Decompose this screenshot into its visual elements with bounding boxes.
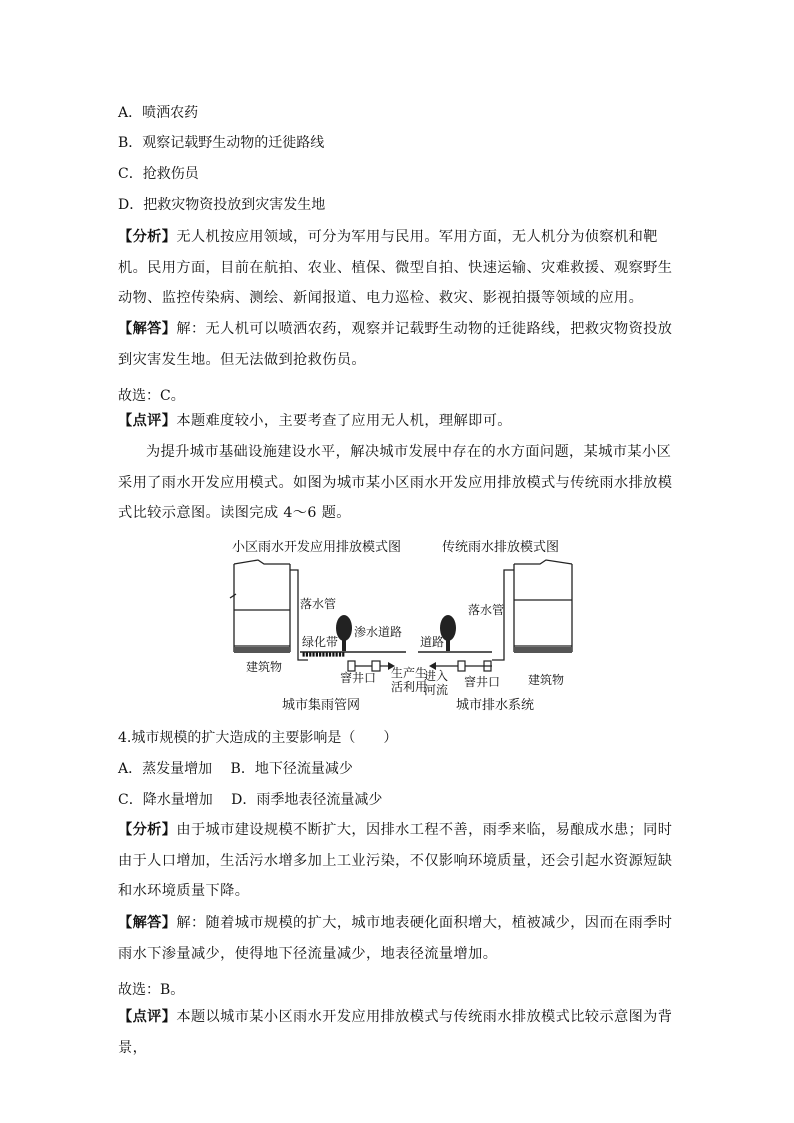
green-belt-label: 绿化带 xyxy=(302,635,339,649)
building-left-label: 建筑物 xyxy=(246,660,283,674)
solution-text: 解：无人机可以喷洒农药，观察并记载野生动物的迁徙路线，把救灾物资投放到灾害发生地。但无法做到抢救伤员。 xyxy=(118,321,673,368)
left-title: 小区雨水开发应用排放模式图 xyxy=(232,540,402,555)
comment-tag: 【点评】 xyxy=(118,413,177,429)
river-label-1: 进入 xyxy=(424,669,449,683)
building-right-label: 建筑物 xyxy=(528,673,565,687)
option-a: A．喷洒农药 xyxy=(118,105,199,121)
road-label: 道路 xyxy=(420,635,445,649)
q4-comment xyxy=(118,1002,688,1063)
q3-comment xyxy=(118,406,684,437)
downpipe-left-label: 落水管 xyxy=(300,597,337,611)
solution-text: 解：随着城市规模的扩大，城市地表硬化面积增大，植被减少，因而在雨季时雨水下渗量减少，使得地下径流量减少，地表径流量增加。 xyxy=(118,915,673,962)
left-bottom-label: 城市集雨管网 xyxy=(282,698,361,713)
analysis-tag: 【分析】 xyxy=(118,822,177,838)
rainwater-diagram xyxy=(228,534,578,719)
comment-text: 本题难度较小，主要考查了应用无人机，理解即可。 xyxy=(176,413,512,429)
q3-answer: 故选：C。 xyxy=(118,388,185,404)
permeable-road-label: 渗水道路 xyxy=(354,625,403,639)
analysis-tag: 【分析】 xyxy=(118,229,177,245)
q4-analysis xyxy=(118,815,684,907)
production-label-1: 生产生 xyxy=(391,666,428,680)
manhole-left-label: 窨井口 xyxy=(340,671,377,685)
q3-solution xyxy=(118,314,684,375)
q4-options-ab: A．蒸发量增加 B．地下径流量减少 xyxy=(118,761,353,777)
analysis-text: 由于城市建设规模不断扩大，因排水工程不善，雨季来临，易酿成水患；同时由于人口增加，生活污水增多加上工业污染，不仅影响环境质量，还会引起水资源短缺和水环境质量下降。 xyxy=(118,822,673,899)
intro-paragraph: 为提升城市基础设施建设水平，解决城市发展中存在的水方面问题，某城市某小区采用了雨水开发应用模式。如图为城市某小区雨水开发应用排放模式与传统雨水排放模式比较示意图。读图完成 4～6 题。 xyxy=(118,444,673,521)
q4-answer: 故选：B。 xyxy=(118,982,185,998)
q4-stem: 4.城市规模的扩大造成的主要影响是（ ） xyxy=(118,730,398,746)
right-building xyxy=(514,560,572,652)
q4-options-cd: C．降水量增加 D．雨季地表径流量减少 xyxy=(118,792,383,808)
right-title: 传统雨水排放模式图 xyxy=(442,540,560,555)
solution-tag: 【解答】 xyxy=(118,321,177,337)
solution-tag: 【解答】 xyxy=(118,915,177,931)
downpipe-right-label: 落水管 xyxy=(468,603,505,617)
option-d: D．把救灾物资投放到灾害发生地 xyxy=(118,197,326,213)
production-label-2: 活利用 xyxy=(391,680,428,694)
option-c: C．抢救伤员 xyxy=(118,166,199,182)
q3-analysis xyxy=(118,222,684,314)
comment-tag: 【点评】 xyxy=(118,1009,177,1025)
green-belt-strip: ▮▮▮▮▮▮▮▮▮▮▮▮▮ xyxy=(302,651,345,658)
comment-text: 本题以城市某小区雨水开发应用排放模式与传统雨水排放模式比较示意图为背景， xyxy=(118,1009,673,1056)
analysis-text: 无人机按应用领域，可分为军用与民用。军用方面，无人机分为侦察机和靶机。民用方面，目前在航拍、农业、植保、微型自拍、快速运输、灾难救援、观察野生动物、监控传染病、测绘、新闻报道、电力巡检、救灾、影视拍摄等领域的应用。 xyxy=(118,229,673,306)
right-foundation xyxy=(514,647,572,653)
right-bottom-label: 城市排水系统 xyxy=(456,698,535,713)
left-building xyxy=(230,560,290,652)
manhole-right-label: 窨井口 xyxy=(464,675,501,689)
left-foundation xyxy=(234,647,290,653)
tree-left-icon xyxy=(336,615,352,651)
option-b: B．观察记载野生动物的迁徙路线 xyxy=(118,135,325,151)
river-label-2: 河流 xyxy=(424,683,449,697)
left-manhole xyxy=(348,661,355,671)
q4-solution xyxy=(118,908,684,969)
